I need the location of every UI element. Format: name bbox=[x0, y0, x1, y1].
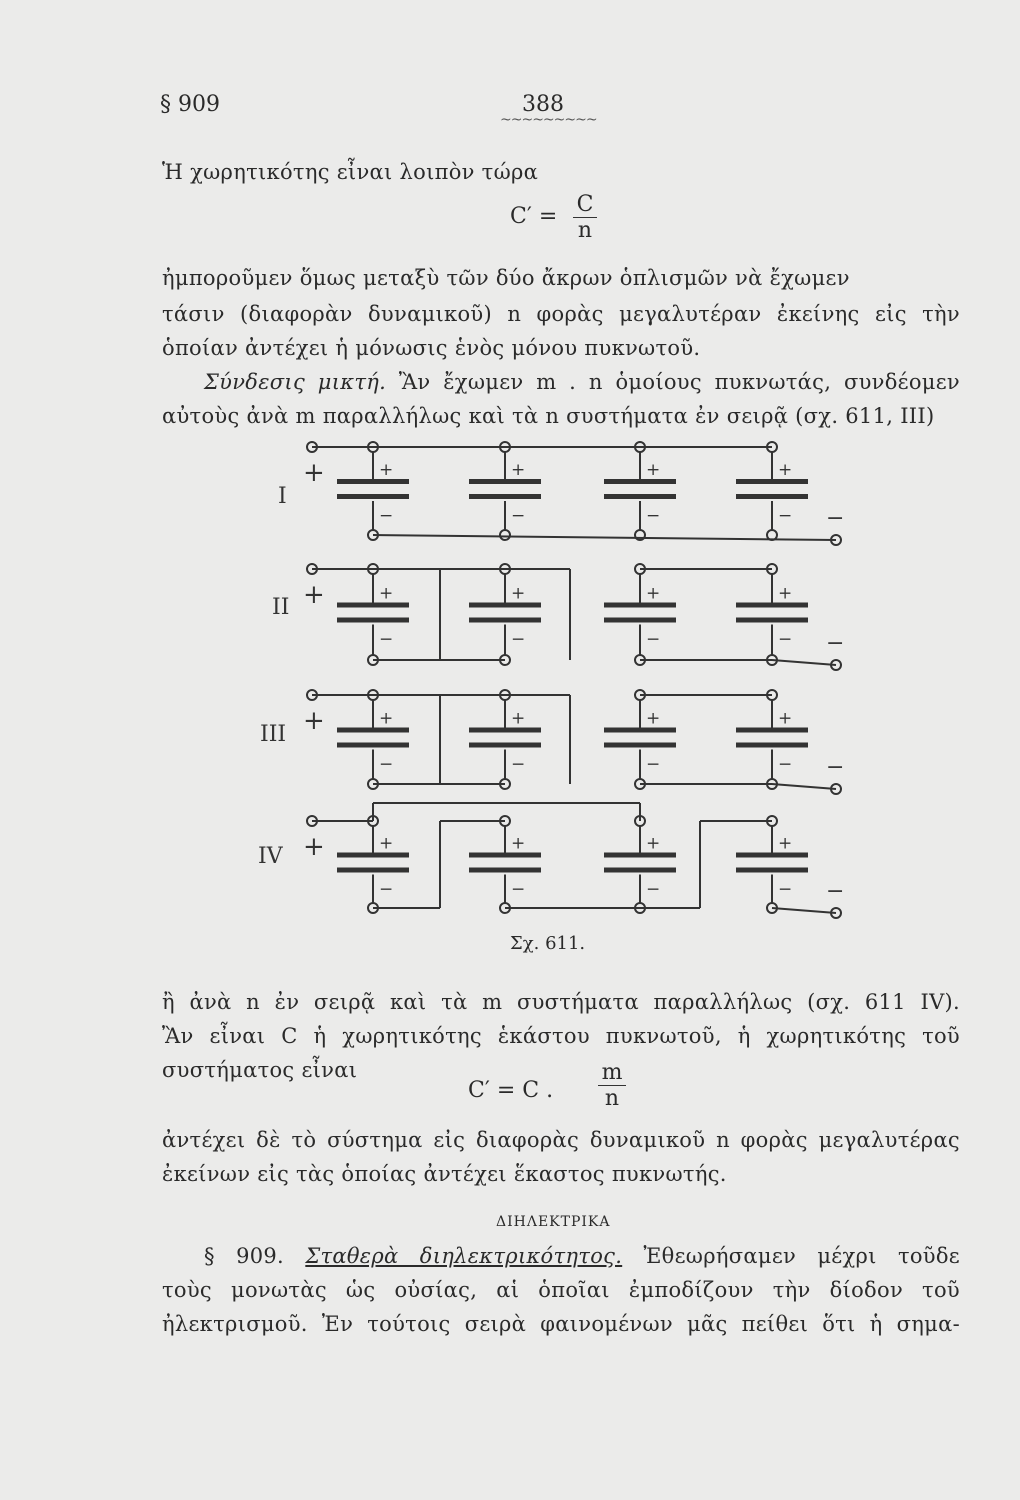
row2-input-plus: + bbox=[303, 580, 325, 610]
page-number: 388 bbox=[522, 92, 564, 117]
row4-to-output bbox=[772, 908, 836, 913]
row4-output-minus: − bbox=[826, 879, 845, 904]
row3-capacitor-3-minus-sign: − bbox=[646, 754, 661, 775]
row2-capacitor-4-minus-sign: − bbox=[778, 629, 793, 650]
row1-capacitor-4-plate-top bbox=[736, 479, 808, 484]
row2-capacitor-2-plus-sign: + bbox=[511, 583, 526, 604]
row3-to-output bbox=[772, 784, 836, 789]
row2-capacitor-2-plate-top bbox=[469, 603, 541, 608]
row3-capacitor-4-minus-sign: − bbox=[778, 754, 793, 775]
row-label-I: I bbox=[278, 484, 287, 509]
row4-capacitor-4-plus-sign: + bbox=[778, 833, 793, 854]
row4-capacitor-2-plate-bottom bbox=[469, 868, 541, 873]
para4-line2: τοὺς μονωτὰς ὡς οὐσίας, αἱ ὁποῖαι ἐμποδίζουν τὴν δίοδον τοῦ bbox=[162, 1278, 960, 1302]
row1-capacitor-3-plate-top bbox=[604, 479, 676, 484]
row4-capacitor-3-minus-sign: − bbox=[646, 879, 661, 900]
row3-output-minus: − bbox=[826, 755, 845, 780]
para3-line4: ἀντέχει δὲ τὸ σύστημα εἰς διαφορὰς δυναμικοῦ n φορὰς μεγαλυτέρας bbox=[162, 1128, 960, 1152]
section-heading: ΔΙΗΛΕΚΤΡΙΚΑ bbox=[496, 1214, 611, 1230]
row3-capacitor-2-minus-sign: − bbox=[511, 754, 526, 775]
row4-capacitor-3-plate-top bbox=[604, 853, 676, 858]
row2-capacitor-2-minus-sign: − bbox=[511, 629, 526, 650]
row1-capacitor-3-plus-sign: + bbox=[646, 460, 661, 480]
formula2-lhs: C′ = C . bbox=[468, 1078, 554, 1103]
para3-line3: συστήματος εἶναι bbox=[162, 1058, 358, 1082]
para3-line2: Ἂν εἶναι C ἡ χωρητικότης ἑκάστου πυκνωτοῦ, ἡ χωρητικότης τοῦ bbox=[162, 1024, 960, 1048]
row1-capacitor-1-minus-sign: − bbox=[379, 506, 394, 526]
para1-line2-text: ἠμποροῦμεν ὅμως μεταξὺ τῶν δύο ἄκρων ὁπλισμῶν νὰ ἔχωμεν bbox=[162, 266, 850, 290]
row2-capacitor-1-plus-sign: + bbox=[379, 583, 394, 604]
row4-capacitor-2-plus-sign: + bbox=[511, 833, 526, 854]
formula1-denominator: n bbox=[577, 218, 593, 243]
row3-capacitor-2-plate-top bbox=[469, 728, 541, 733]
row2-capacitor-3-minus-sign: − bbox=[646, 629, 661, 650]
row2-capacitor-1-minus-sign: − bbox=[379, 629, 394, 650]
row4-capacitor-4-plate-top bbox=[736, 853, 808, 858]
row3-capacitor-3-plate-bottom bbox=[604, 743, 676, 748]
para3-line1: ἢ ἀνὰ n ἐν σειρᾷ καὶ τὰ m συστήματα παραλλήλως (σχ. 611 IV). bbox=[162, 990, 960, 1014]
row-label-II: II bbox=[272, 595, 290, 620]
row3-capacitor-2-plus-sign: + bbox=[511, 708, 526, 729]
row4-capacitor-3-plate-bottom bbox=[604, 868, 676, 873]
row4-input-plus: + bbox=[303, 832, 325, 862]
para1-line4: ὁποίαν ἀντέχει ἡ μόνωσις ἑνὸς μόνου πυκνωτοῦ. bbox=[162, 336, 701, 360]
row1-capacitor-2-minus-sign: − bbox=[511, 506, 526, 526]
row4-capacitor-1-minus-sign: − bbox=[379, 879, 394, 900]
row4-capacitor-3-plus-sign: + bbox=[646, 833, 661, 854]
row4-capacitor-2-plate-top bbox=[469, 853, 541, 858]
formula2-fraction bbox=[598, 1060, 626, 1111]
row1-capacitor-4-minus-sign: − bbox=[778, 506, 793, 526]
formula2-denominator: n bbox=[604, 1086, 620, 1111]
row1-capacitor-2-plate-top bbox=[469, 479, 541, 484]
row2-output-minus: − bbox=[826, 631, 845, 656]
row4-capacitor-1-plus-sign: + bbox=[379, 833, 394, 854]
row3-capacitor-3-plate-top bbox=[604, 728, 676, 733]
row-label-IV: IV bbox=[258, 844, 283, 869]
row3-capacitor-4-plate-bottom bbox=[736, 743, 808, 748]
row2-capacitor-1-plate-bottom bbox=[337, 618, 409, 623]
row3-capacitor-1-plus-sign: + bbox=[379, 708, 394, 729]
row2-to-output bbox=[772, 660, 836, 665]
row2-capacitor-3-plate-top bbox=[604, 603, 676, 608]
row3-capacitor-1-minus-sign: − bbox=[379, 754, 394, 775]
row1-capacitor-1-plate-top bbox=[337, 479, 409, 484]
row3-capacitor-2-plate-bottom bbox=[469, 743, 541, 748]
row2-capacitor-4-plate-bottom bbox=[736, 618, 808, 623]
row3-capacitor-4-plate-top bbox=[736, 728, 808, 733]
row4-capacitor-1-plate-bottom bbox=[337, 868, 409, 873]
row2-capacitor-2-plate-bottom bbox=[469, 618, 541, 623]
row1-capacitor-2-plate-bottom bbox=[469, 494, 541, 499]
row-label-III: III bbox=[260, 722, 287, 747]
row1-capacitor-3-plate-bottom bbox=[604, 494, 676, 499]
row1-output-minus: − bbox=[826, 506, 845, 531]
row1-capacitor-2-terminal-bottom bbox=[500, 530, 510, 540]
row1-capacitor-4-plus-sign: + bbox=[778, 460, 793, 480]
para4-line1 bbox=[204, 1244, 960, 1268]
row1-input-plus: + bbox=[303, 458, 325, 488]
para4-lead: § 909. bbox=[204, 1244, 285, 1268]
para4-italic-title: Σταθερὰ διηλεκτρικότητος. bbox=[305, 1244, 623, 1268]
row4-capacitor-2-minus-sign: − bbox=[511, 879, 526, 900]
row1-capacitor-4-plate-bottom bbox=[736, 494, 808, 499]
row2-capacitor-3-plate-bottom bbox=[604, 618, 676, 623]
row3-capacitor-3-plus-sign: + bbox=[646, 708, 661, 729]
row2-capacitor-4-plus-sign: + bbox=[778, 583, 793, 604]
formula1-numerator: C bbox=[576, 192, 594, 217]
row1-capacitor-3-minus-sign: − bbox=[646, 506, 661, 526]
row4-capacitor-4-plate-bottom bbox=[736, 868, 808, 873]
row1-capacitor-2-plus-sign: + bbox=[511, 460, 526, 480]
formula2-numerator: m bbox=[601, 1060, 623, 1085]
section-reference: § 909 bbox=[160, 92, 220, 117]
para4-line1-rest: Ἐθεωρήσαμεν μέχρι τοῦδε bbox=[643, 1244, 960, 1268]
row2-capacitor-4-plate-top bbox=[736, 603, 808, 608]
row2-capacitor-3-plus-sign: + bbox=[646, 583, 661, 604]
row3-input-plus: + bbox=[303, 706, 325, 736]
para2-line1-rest: Ἂν ἔχωμεν m . n ὁμοίους πυκνωτάς, συνδέομεν bbox=[398, 370, 960, 394]
figure-caption: Σχ. 611. bbox=[510, 933, 586, 954]
para1-line1: Ἡ χωρητικότης εἶναι λοιπὸν τώρα bbox=[162, 160, 539, 184]
para2-line2: αὐτοὺς ἀνὰ m παραλλήλως καὶ τὰ n συστήματα ἐν σειρᾷ (σχ. 611, III) bbox=[162, 404, 935, 428]
para4-line3: ἠλεκτρισμοῦ. Ἐν τούτοις σειρὰ φαινομένων μᾶς πείθει ὅτι ἡ σημα- bbox=[162, 1312, 960, 1336]
para1-line3: τάσιν (διαφορὰν δυναμικοῦ) n φορὰς μεγαλυτέραν ἐκείνης εἰς τὴν bbox=[162, 302, 960, 326]
row1-capacitor-1-plus-sign: + bbox=[379, 460, 394, 480]
row3-capacitor-1-plate-bottom bbox=[337, 743, 409, 748]
row2-capacitor-1-plate-top bbox=[337, 603, 409, 608]
para2-italic-lead: Σύνδεσις μικτή. bbox=[204, 370, 387, 394]
row4-capacitor-1-plate-top bbox=[337, 853, 409, 858]
formula1-lhs: C′ = bbox=[510, 204, 558, 229]
circuit-diagrams bbox=[303, 442, 844, 918]
row3-capacitor-1-plate-top bbox=[337, 728, 409, 733]
header-ornament: ~~~~~~~~~ bbox=[500, 112, 597, 128]
row1-capacitor-1-plate-bottom bbox=[337, 494, 409, 499]
row4-capacitor-4-minus-sign: − bbox=[778, 879, 793, 900]
row3-capacitor-4-plus-sign: + bbox=[778, 708, 793, 729]
para3-line5: ἐκείνων εἰς τὰς ὁποίας ἀντέχει ἕκαστος πυκνωτής. bbox=[162, 1162, 727, 1186]
